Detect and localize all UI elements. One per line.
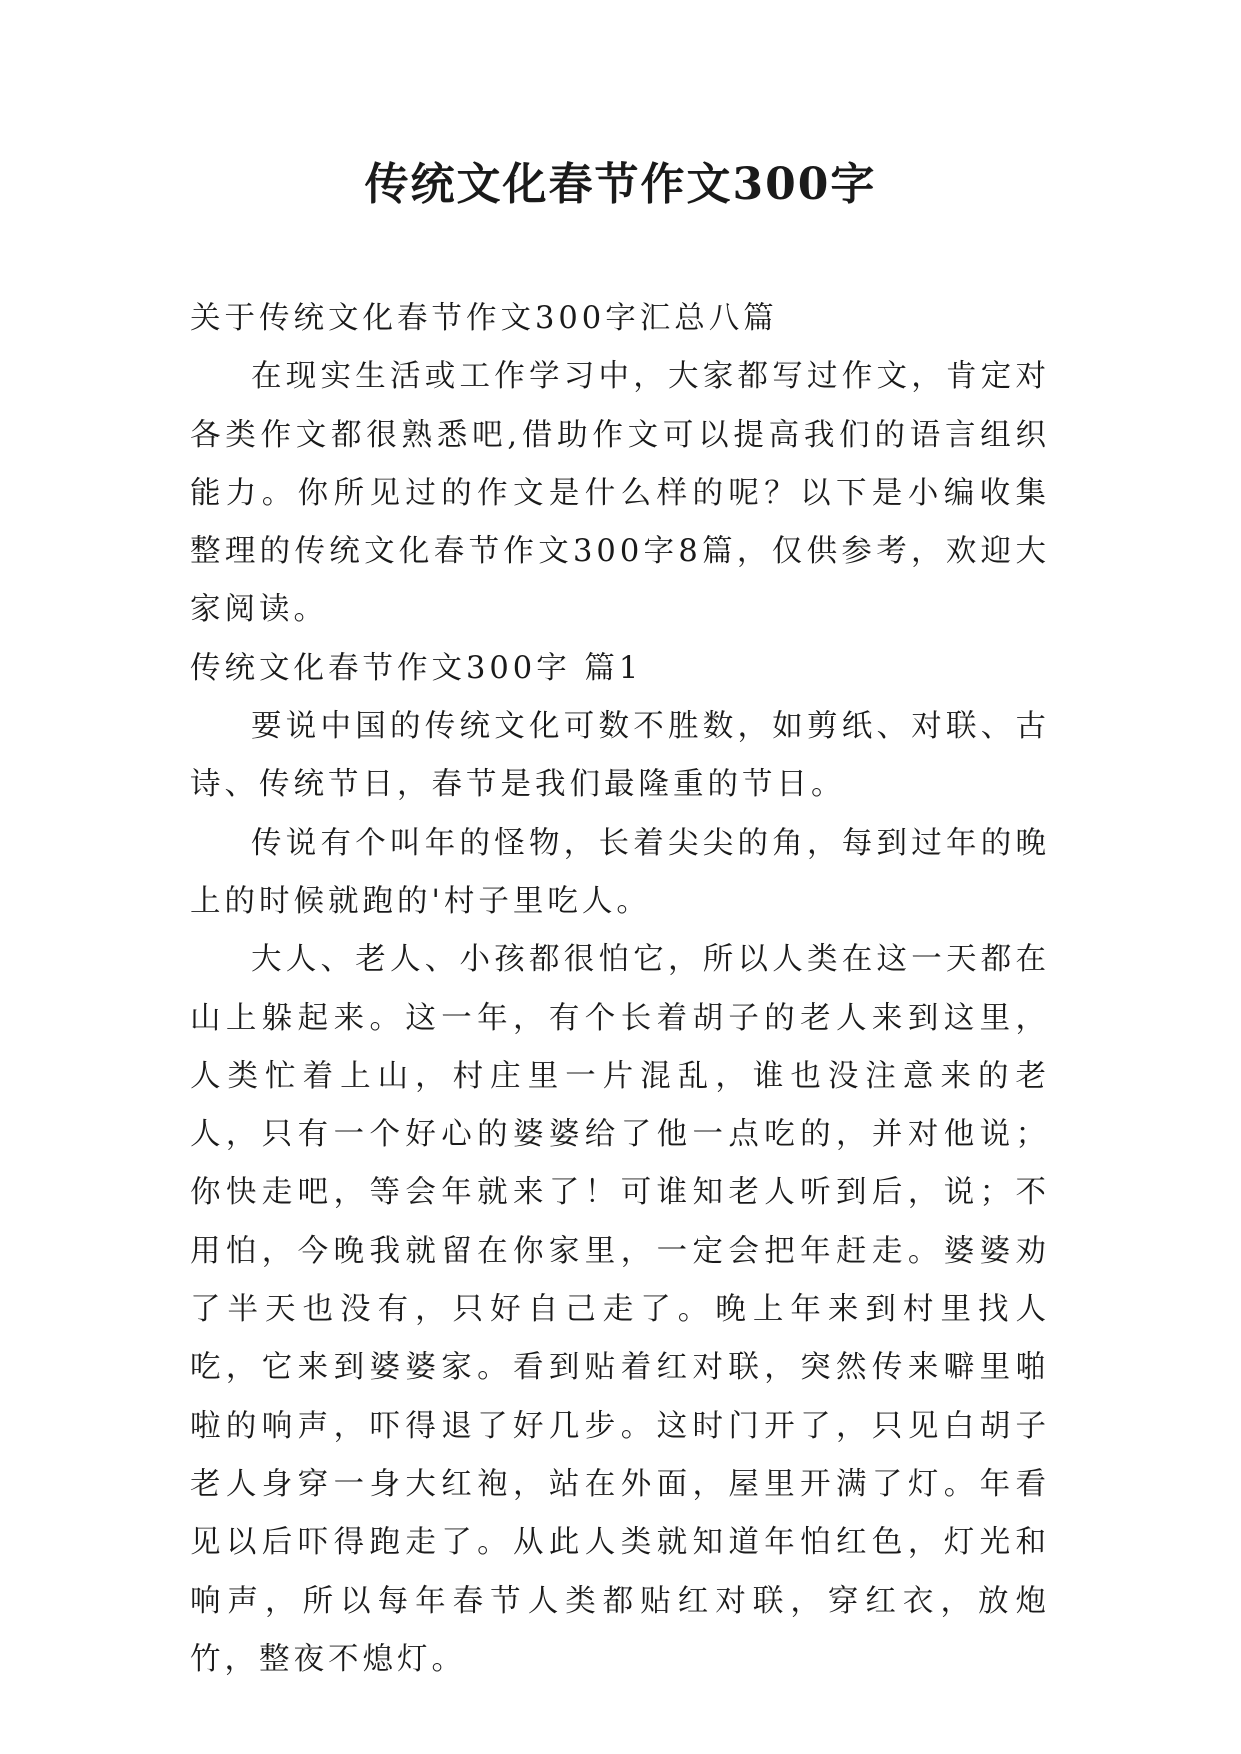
document-body xyxy=(190,290,1050,1689)
summary-line: 关于传统文化春节作文300字汇总八篇 xyxy=(190,301,778,336)
essay-heading: 传统文化春节作文300字 篇1 xyxy=(190,650,643,686)
body-paragraph: 要说中国的传统文化可数不胜数，如剪纸、对联、古诗、传统节日，春节是我们最隆重的节日。 xyxy=(190,709,1050,803)
body-paragraph: 传说有个叫年的怪物，长着尖尖的角，每到过年的晚上的时候就跑的'村子里吃人。 xyxy=(190,825,1050,919)
intro-paragraph: 在现实生活或工作学习中，大家都写过作文，肯定对各类作文都很熟悉吧,借助作文可以提高我们的语言组织能力。你所见过的作文是什么样的呢？以下是小编收集整理的传统文化春节作文300字8篇，仅供参考，欢迎大家阅读。 xyxy=(190,359,1050,628)
document-title: 传统文化春节作文300字 xyxy=(364,159,877,210)
body-paragraph: 大人、老人、小孩都很怕它，所以人类在这一天都在山上躲起来。这一年，有个长着胡子的老人来到这里，人类忙着上山，村庄里一片混乱，谁也没注意来的老人，只有一个好心的婆婆给了他一点吃的，并对他说；你快走吧，等会年就来了！可谁知老人听到后，说；不用怕，今晚我就留在你家里，一定会把年赶走。婆婆劝了半天也没有，只好自己走了。晚上年来到村里找人吃，它来到婆婆家。看到贴着红对联，突然传来噼里啪啦的响声，吓得退了好几步。这时门开了，只见白胡子老人身穿一身大红袍，站在外面，屋里开满了灯。年看见以后吓得跑走了。从此人类就知道年怕红色，灯光和响声，所以每年春节人类都贴红对联，穿红衣，放炮竹，整夜不熄灯。 xyxy=(190,942,1050,1677)
